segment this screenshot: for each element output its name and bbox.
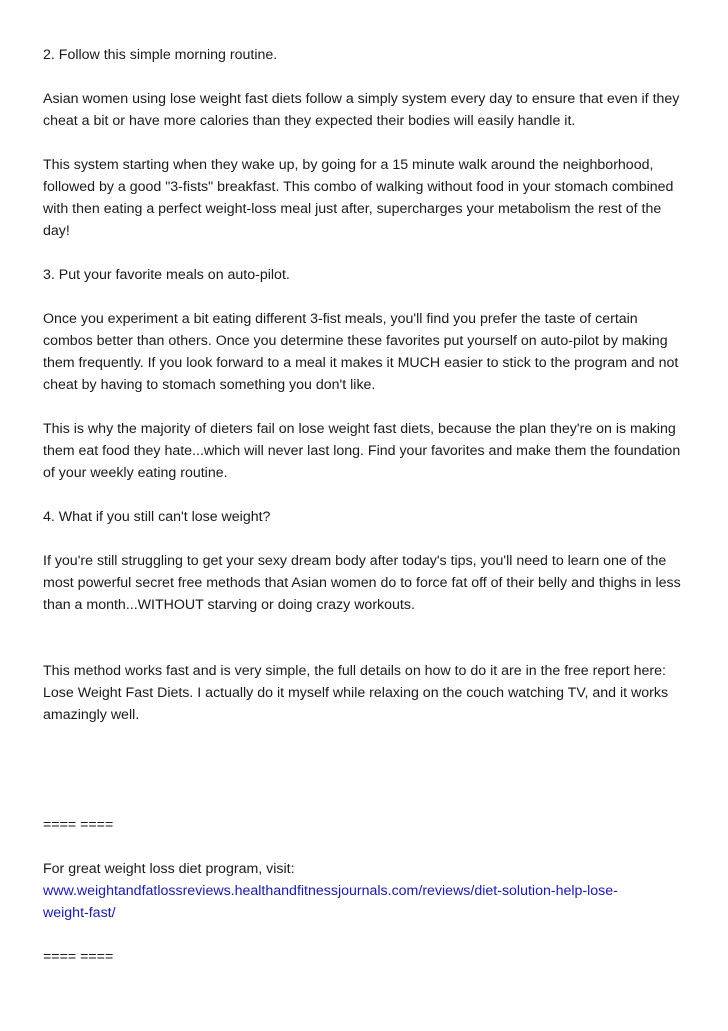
footer-link[interactable] <box>43 883 618 921</box>
separator-bottom: ==== ==== <box>43 949 114 965</box>
footer-link-line-2: weight-fast/ <box>43 905 116 921</box>
blank-spacer <box>43 748 688 814</box>
section-4-heading: 4. What if you still can't lose weight? <box>43 509 271 525</box>
section-4-paragraph-2: This method works fast and is very simple, the full details on how to do it are in the free report here: Lose Weight Fast Diets. I actually do it myself while relaxing on the couch watching TV, and it works amazingly well. <box>43 663 669 723</box>
section-2-heading: 2. Follow this simple morning routine. <box>43 47 278 63</box>
footer-link-line-1: www.weightandfatlossreviews.healthandfitnessjournals.com/reviews/diet-solution-help-lose- <box>43 883 618 899</box>
section-4-paragraph-1: If you're still struggling to get your sexy dream body after today's tips, you'll need to learn one of the most powerful secret free methods that Asian women do to force fat off of their belly and thighs in less than a month...WITHOUT starving or doing crazy workouts. <box>43 553 681 613</box>
footer-visit-text: For great weight loss diet program, visit: <box>43 861 295 877</box>
section-2-paragraph-2: This system starting when they wake up, by going for a 15 minute walk around the neighborhood, followed by a good "3-fists" breakfast. This combo of walking without food in your stomach combined with then eating a perfect weight-loss meal just after, supercharges your metabolism the rest of the day! <box>43 157 674 239</box>
document-page <box>43 44 688 990</box>
section-2-paragraph-1: Asian women using lose weight fast diets follow a simply system every day to ensure that even if they cheat a bit or have more calories than they expected their bodies will easily handle it. <box>43 91 680 129</box>
blank-spacer <box>43 638 688 660</box>
footer-visit <box>43 858 688 924</box>
separator-top: ==== ==== <box>43 817 114 833</box>
section-3-heading: 3. Put your favorite meals on auto-pilot. <box>43 267 290 283</box>
section-3-paragraph-2: This is why the majority of dieters fail on lose weight fast diets, because the plan they're on is making them eat food they hate...which will never last long. Find your favorites and make them the foundation of your weekly eating routine. <box>43 421 681 481</box>
section-3-paragraph-1: Once you experiment a bit eating different 3-fist meals, you'll find you prefer the taste of certain combos better than others. Once you determine these favorites put yourself on auto-pilot by making them frequently. If you look forward to a meal it makes it MUCH easier to stick to the program and not cheat by having to stomach something you don't like. <box>43 311 679 393</box>
